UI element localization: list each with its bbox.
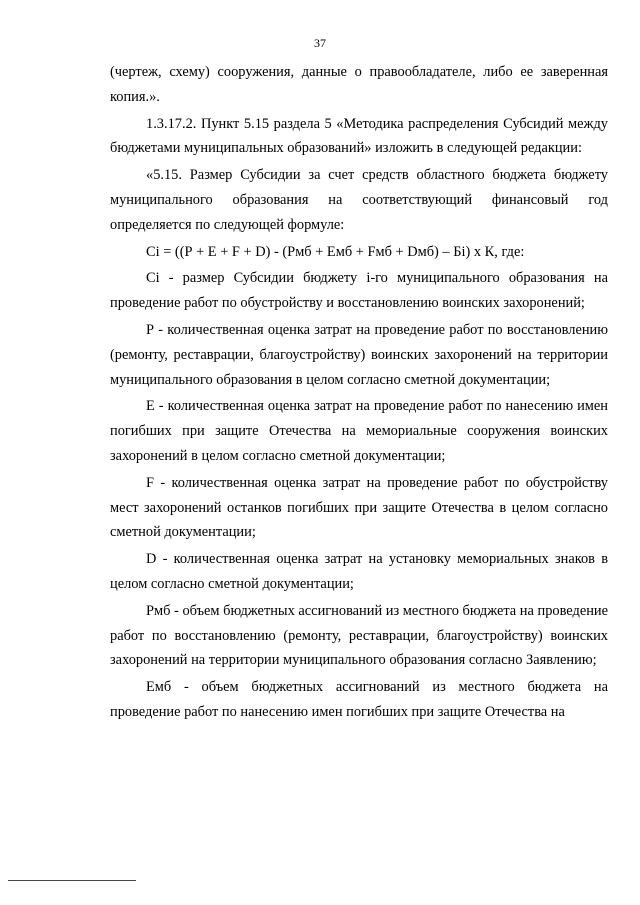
paragraph-item-1-3-17-2: 1.3.17.2. Пункт 5.15 раздела 5 «Методика распределения Субсидий между бюджетами муниципальных образований» изложить в следующей редакции: [110,115,608,157]
paragraph-5-15: «5.15. Размер Субсидии за счет средств областного бюджета бюджету муниципального образования на соответствующий финансовый год определяется по следующей формуле: [110,167,608,233]
definition-d: D - количественная оценка затрат на установку мемориальных знаков в целом согласно сметной документации; [110,551,608,592]
definition-p: Р - количественная оценка затрат на проведение работ по восстановлению (ремонту, реставрации, благоустройству) воинских захоронений на территории муниципального образования в целом согласно сметной документации; [110,321,608,388]
footer-divider [8,880,136,881]
definition-ci: Сi - размер Субсидии бюджету i-го муниципального образования на проведение работ по обустройству и восстановлению воинских захоронений; [110,270,608,312]
definition-pmb: Рмб - объем бюджетных ассигнований из местного бюджета на проведение работ по восстановлению (ремонту, реставрации, благоустройству) воинских захоронений на территории муниципального образования согласно Заявлению; [110,602,608,669]
definition-e: Е - количественная оценка затрат на проведение работ по нанесению имен погибших при защите Отечества на мемориальные сооружения воинских захоронений в целом согласно сметной документации; [110,398,608,464]
definition-emb: Емб - объем бюджетных ассигнований из местного бюджета на проведение работ по нанесению имен погибших при защите Отечества на [110,679,608,720]
formula: Сi = ((Р + Е + F + D) - (Рмб + Емб + Fмб + Dмб) – Бi) х К, где: [146,243,525,260]
definition-f: F - количественная оценка затрат на проведение работ по обустройству мест захоронений останков погибших при защите Отечества в целом согласно сметной документации; [110,474,608,541]
paragraph-continuation: (чертеж, схему) сооружения, данные о правообладателе, либо ее заверенная копия.». [110,64,608,105]
page-number: 37 [314,36,326,50]
document-body [110,60,608,727]
